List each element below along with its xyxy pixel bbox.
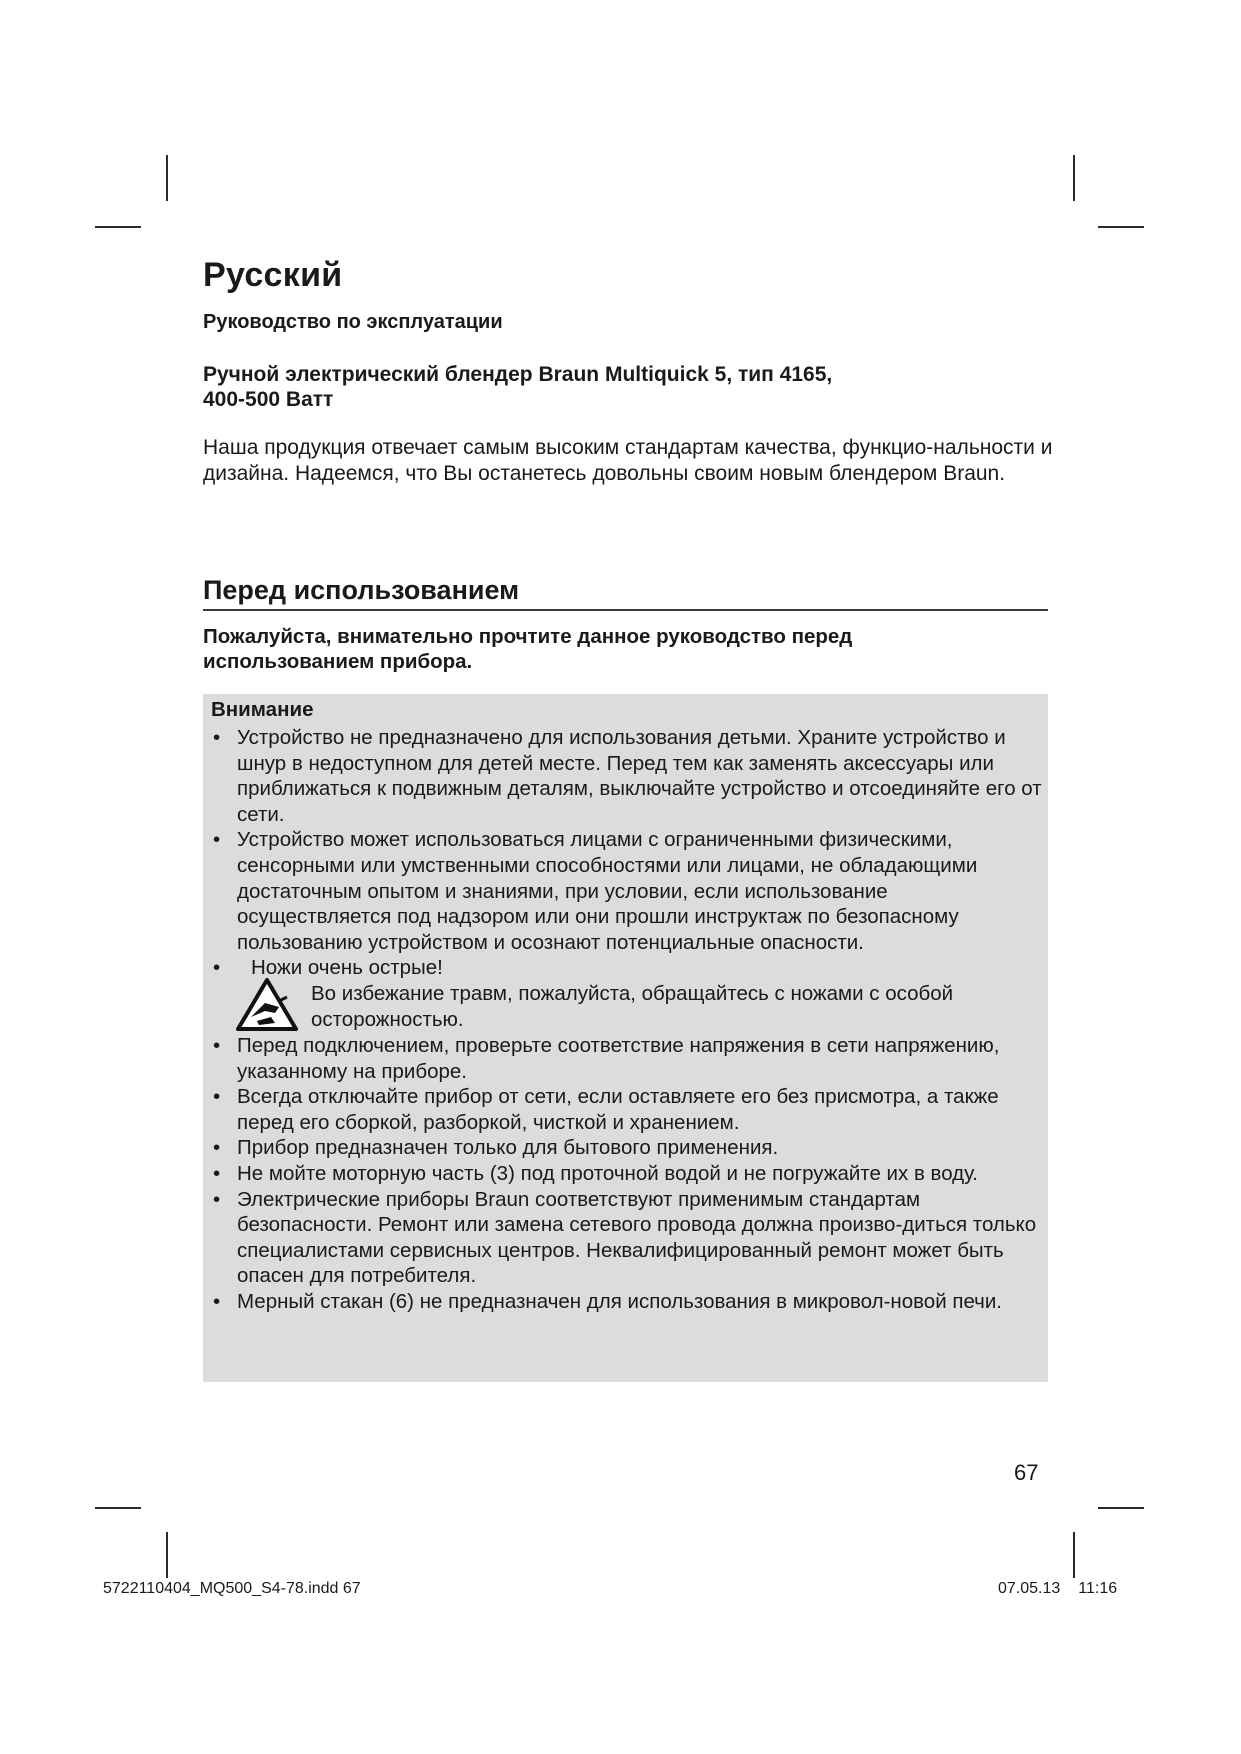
product-line-1: Ручной электрический блендер Braun Multiquick 5, тип 4165, [203, 363, 833, 386]
product-name [203, 362, 963, 412]
footer-file-name: 5722110404_MQ500_S4-78.indd 67 [103, 1580, 361, 1597]
intro-paragraph: Наша продукция отвечает самым высоким стандартам качества, функцио-нальности и дизайна. Надеемся, что Вы останетесь довольны своим новым блендером Braun. [203, 436, 1053, 485]
list-item: • Перед подключением, проверьте соответствие напряжения в сети напряжению, указанному на приборе. [211, 1033, 1046, 1084]
knife-heading: • Ножи очень острые! [251, 956, 443, 980]
list-item: • Электрические приборы Braun соответствуют применимым стандартам безопасности. Ремонт или замена сетевого провода должна произво-диться только специалистами сервисных центров. Неквалифицированный ремонт может быть опасен для потребителя. [211, 1187, 1046, 1289]
crop-mark-top-right-vertical [1073, 155, 1075, 201]
crop-mark-top-right-horizontal [1098, 226, 1144, 228]
list-item: • Прибор предназначен только для бытового применения. [211, 1135, 1046, 1161]
list-item: • Мерный стакан (6) не предназначен для использования в микровол-новой печи. [211, 1289, 1046, 1315]
warning-box [203, 694, 1048, 1382]
knife-warning-text: Во избежание травм, пожалуйста, обращайтесь с ножами с особой осторожностью. [311, 981, 954, 1031]
crop-mark-bottom-right-horizontal [1098, 1507, 1144, 1509]
manual-subtitle: Руководство по эксплуатации [203, 311, 503, 333]
footer-date: 07.05.13 [998, 1580, 1061, 1597]
footer-timestamp [998, 1580, 1117, 1598]
section-lead: Пожалуйста, внимательно прочтите данное руководство перед использованием прибора. [203, 625, 853, 673]
warning-title: Внимание [211, 698, 314, 721]
crop-mark-top-left-vertical [166, 155, 168, 201]
section-heading: Перед использованием [203, 575, 1048, 611]
crop-mark-bottom-left-vertical [166, 1532, 168, 1578]
list-item: • Устройство может использоваться лицами с ограниченными физическими, сенсорными или умственными способностями или лицами, не обладающими достаточным опытом и знаниями, при условии, если использование осуществляется под надзором или они прошли инструктаж по безопасному пользованию устройством и осознают потенциальные опасности. [211, 827, 1046, 955]
hazard-knife-icon [235, 977, 299, 1033]
list-item: • Всегда отключайте прибор от сети, если оставляете его без присмотра, а также перед его сборкой, разборкой, чисткой и хранением. [211, 1084, 1046, 1135]
crop-mark-bottom-left-horizontal [95, 1507, 141, 1509]
list-item: • Не мойте моторную часть (3) под проточной водой и не погружайте их в воду. [211, 1161, 1046, 1187]
page-title: Русский [203, 256, 343, 294]
footer-time: 11:16 [1078, 1580, 1118, 1597]
warning-list [211, 725, 1046, 1314]
list-item: • Устройство не предназначено для использования детьми. Храните устройство и шнур в недоступном для детей месте. Перед тем как заменять аксессуары или приближаться к подвижным деталям, выключайте устройство и отсоединяйте его от сети. [211, 725, 1046, 827]
product-line-2: 400-500 Ватт [203, 388, 334, 411]
crop-mark-bottom-right-vertical [1073, 1532, 1075, 1578]
knife-warning-item [211, 955, 1046, 1033]
knife-warning-body [235, 981, 1046, 1033]
crop-mark-top-left-horizontal [95, 226, 141, 228]
page-number: 67 [1014, 1460, 1039, 1485]
